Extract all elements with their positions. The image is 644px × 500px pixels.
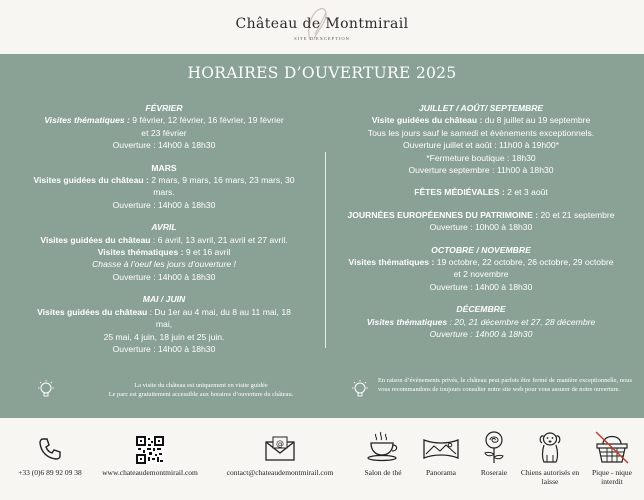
- info: *Fermeture boutique : 18h30: [426, 152, 536, 163]
- label: JOURNÉES EUROPÉENNES DU PATRIMOINE :: [347, 209, 539, 220]
- website-link[interactable]: www.chateaudemontmirail.com: [102, 468, 198, 477]
- dates: et 23 février: [141, 127, 187, 138]
- chiens-label: Chiens autorisés en laisse: [520, 468, 580, 486]
- phone-number[interactable]: +33 (0)6 89 92 09 38: [18, 468, 82, 477]
- opening-hours: Ouverture juillet et août : 11h00 à 19h00*: [402, 140, 560, 151]
- column-divider: [325, 152, 326, 348]
- dates: : 6 avril, 13 avril, 21 avril et 27 avril.: [150, 234, 288, 245]
- opening-hours: Ouverture : 14h00 à 18h30: [112, 271, 216, 282]
- section-heading: JUILLET / AOÛT/ SEPTEMBRE: [418, 103, 544, 113]
- logo-tagline: SITE D'EXCEPTION: [294, 36, 350, 41]
- dates: : 20, 21 décembre et 27, 28 décembre: [447, 316, 596, 327]
- label: FÊTES MÉDIÉVALES :: [414, 187, 505, 198]
- header: [0, 0, 644, 54]
- opening-hours: Ouverture septembre : 11h00 à 18h30: [408, 165, 554, 176]
- picnic-basket-icon: [594, 430, 630, 464]
- pique-label: Pique - nique interdit: [592, 468, 632, 486]
- pique-item: [584, 418, 640, 500]
- dates: 2 et 3 août: [504, 187, 548, 198]
- roseraie-label: Roseraie: [480, 468, 508, 477]
- dates: mars.: [153, 187, 175, 198]
- panorama-label: Panorama: [426, 468, 456, 477]
- qr-code-icon: [136, 436, 164, 464]
- footer: [0, 418, 644, 500]
- section-heading: DÉCEMBRE: [456, 304, 506, 315]
- dates: : Du 1er au 4 mai, du 8 au 11 mai, 18: [147, 306, 291, 317]
- dates: 2 mars, 9 mars, 16 mars, 23 mars, 30: [148, 175, 295, 186]
- label: Visites guidées du château: [40, 234, 151, 245]
- dates: 9 février, 12 février, 16 février, 19 février: [129, 115, 284, 126]
- note-guided-visit: La visite du château est uniquement en visite guidée Le parc est gratuitement accessible aux horaires d’ouverture du château.: [108, 382, 294, 398]
- opening-hours: Ouverture : 10h00 à 18h30: [429, 222, 533, 233]
- dates: du 8 juillet au 19 septembre: [482, 115, 591, 126]
- svg-text:@: @: [276, 439, 284, 448]
- schedule-panel: [0, 54, 644, 418]
- left-column: [28, 102, 300, 365]
- bulb-icon: [36, 379, 56, 401]
- panorama-icon: [422, 436, 460, 464]
- section-heading: AVRIL: [151, 222, 177, 233]
- dates: 9 et 16 avril: [183, 247, 231, 258]
- page-title: HORAIRES D’OUVERTURE 2025: [187, 64, 457, 82]
- chiens-item: [520, 418, 580, 500]
- opening-hours: Ouverture : 14h00 à 18h30: [112, 343, 216, 354]
- envelope-icon: [265, 436, 295, 462]
- email-item[interactable]: [210, 418, 350, 500]
- section-heading: MARS: [151, 162, 177, 173]
- section-decembre: [346, 303, 616, 340]
- right-column: [346, 102, 616, 351]
- dates: 19 octobre, 22 octobre, 26 octobre, 29 octobre: [434, 257, 614, 268]
- opening-hours: Ouverture : 14h00 à 18h30: [429, 329, 533, 340]
- dog-icon: [535, 430, 565, 464]
- phone-icon: [37, 436, 63, 462]
- note-private-events: En raison d’évènements privés, le château peut parfois être fermé de manière exceptionnelle, nous vous recommandons de toujours consulter notre site web pour vous assurer de notre ouverture.: [378, 377, 632, 393]
- section-mars: [28, 162, 300, 212]
- rose-icon: [479, 430, 509, 464]
- dates: 20 et 21 septembre: [538, 209, 615, 220]
- section-journees: [346, 209, 616, 234]
- event-note: Chasse à l’oeuf les jours d’ouverture !: [92, 259, 236, 270]
- section-heading: FÉVRIER: [145, 103, 183, 113]
- bulb-icon: [350, 379, 370, 401]
- info: Tous les jours sauf le samedi et évènements exceptionnels.: [367, 127, 595, 138]
- section-fevrier: [28, 102, 300, 152]
- section-heading: OCTOBRE / NOVEMBRE: [431, 244, 531, 255]
- website-item[interactable]: [94, 418, 206, 500]
- dates: et 2 novembre: [453, 269, 509, 280]
- panorama-item: [414, 418, 468, 500]
- opening-hours: Ouverture : 14h00 à 18h30: [112, 140, 216, 151]
- roseraie-item: [468, 418, 520, 500]
- dates: 25 mai, 4 juin, 18 juin et 25 juin.: [103, 331, 225, 342]
- label: Visites guidées du château: [37, 306, 148, 317]
- salon-label: Salon de thé: [364, 468, 402, 477]
- email-link[interactable]: contact@chateaudemontmirail.com: [226, 468, 334, 477]
- salon-item: [355, 418, 411, 500]
- label: Visites thématiques :: [97, 247, 184, 258]
- dates: mai,: [155, 319, 173, 330]
- label: Visites thématiques :: [44, 115, 130, 126]
- label: Visites thématiques :: [348, 257, 435, 268]
- label: Visite guidées du château :: [371, 115, 483, 126]
- section-heading: MAI / JUIN: [142, 294, 186, 305]
- phone-item[interactable]: [8, 418, 92, 500]
- teacup-icon: [366, 430, 400, 462]
- label: Visites guidées du château :: [33, 175, 149, 186]
- label: Visites thématiques: [366, 316, 448, 327]
- section-automne: [346, 244, 616, 294]
- opening-hours: Ouverture : 14h00 à 18h30: [112, 199, 216, 210]
- logo-name: Château de Montmirail: [235, 16, 409, 32]
- section-avril: [28, 221, 300, 283]
- section-ete: [346, 102, 616, 176]
- opening-hours: Ouverture : 14h00 à 18h30: [429, 281, 533, 292]
- section-mai-juin: [28, 293, 300, 355]
- section-fetes: [346, 186, 616, 198]
